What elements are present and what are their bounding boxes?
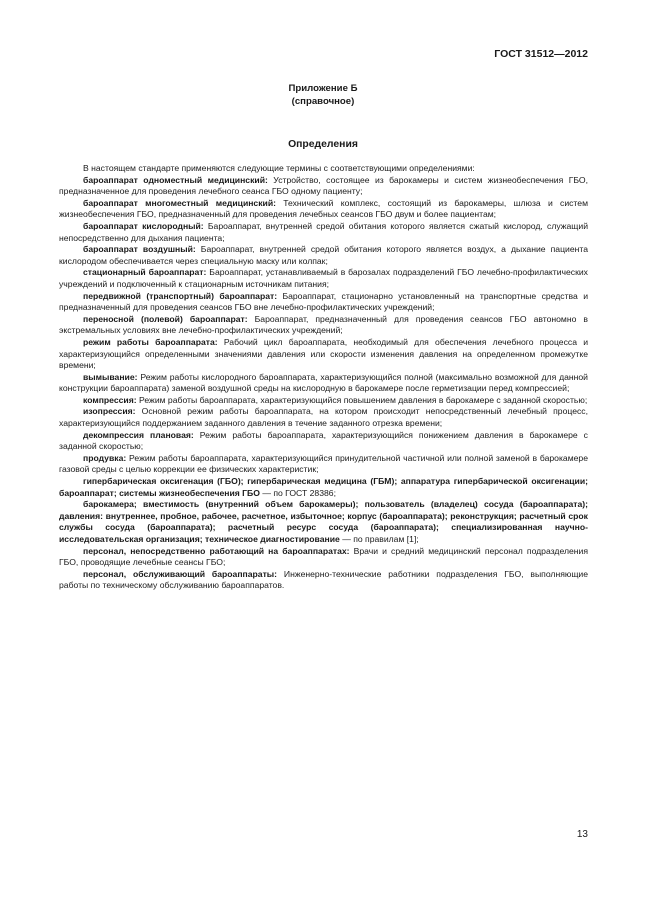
definition-term: изопрессия: bbox=[83, 406, 136, 417]
definition-term: продувка: bbox=[83, 452, 127, 463]
standard-number: ГОСТ 31512—2012 bbox=[494, 48, 588, 60]
definition-text: Режим работы бароаппарата, характеризующийся принудительной частичной или полной заменой в барокамере газовой среды с целью коррекции ее физических характеристик; bbox=[59, 452, 588, 475]
definition-text: — по ГОСТ 28386; bbox=[259, 487, 336, 498]
definition-term: барокамера; вместимость (внутренний объем барокамеры); пользователь (владелец) сосуда (бароаппарата); давления: внутреннее, пробное, рабочее, расчетное, избыточное; корпус (бароаппарата); реконструкция; расчетный срок службы сосуда (бароаппарата); расчетный ресурс сосуда (бароаппарата); специализированная научно-исследовательская организация; техническое диагностирование bbox=[59, 499, 588, 544]
definition-term: декомпрессия плановая: bbox=[83, 429, 194, 440]
intro-paragraph: В настоящем стандарте применяются следующие термины с соответствующими определениями: bbox=[83, 163, 475, 173]
definition-text: Бароаппарат, внутренней средой обитания которого является сжатый кислород, служащий непосредственно для дыхания пациента; bbox=[59, 220, 588, 243]
definition-term: вымывание: bbox=[83, 371, 138, 382]
definition-text: Бароаппарат, предназначенный для проведения сеансов ГБО автономно в экстремальных условиях вне лечебно-профилактических учреждений; bbox=[59, 313, 589, 336]
definition-term: переносной (полевой) бароаппарат: bbox=[83, 313, 248, 324]
appendix-label: Приложение Б bbox=[288, 83, 358, 94]
definition-text: Режим работы кислородного бароаппарата, характеризующийся полной (максимально возможной для данной конструкции бароаппарата) заменой воздушной среды на кислородную в барокамере после герметизации перед компрессией; bbox=[59, 371, 588, 394]
definition-term: персонал, непосредственно работающий на бароаппаратах: bbox=[83, 545, 350, 556]
definition-text: Технический комплекс, состоящий из барокамеры, шлюза и систем жизнеобеспечения ГБО, предназначенный для проведения лечебных сеансов ГБО двум и более пациентам; bbox=[59, 197, 588, 220]
definition-text: Устройство, состоящее из барокамеры и систем жизнеобеспечения ГБО, предназначенное для проведения лечебного сеанса ГБО одному пациенту; bbox=[59, 174, 588, 197]
definition-item bbox=[59, 569, 588, 592]
definition-text: Режим работы бароаппарата, характеризующийся понижением давления в барокамере с заданной скоростью; bbox=[59, 429, 588, 452]
definition-item bbox=[59, 244, 588, 267]
definition-text: Рабочий цикл бароаппарата, необходимый для обеспечения лечебного процесса и характеризующийся определенными значениями давления или скорости изменения давления на определенном промежутке времени; bbox=[59, 336, 589, 371]
definition-term: режим работы бароаппарата: bbox=[83, 336, 218, 347]
definition-item bbox=[59, 406, 588, 429]
definitions-body bbox=[59, 163, 588, 592]
definition-text: — по правилам [1]; bbox=[339, 534, 419, 544]
definition-item bbox=[59, 314, 588, 337]
definition-item bbox=[59, 372, 588, 395]
definition-item bbox=[59, 499, 588, 545]
definition-text: Бароаппарат, стационарно установленный на транспортные средства и предназначенный для проведения сеансов ГБО вне лечебно-профилактических учреждений; bbox=[59, 290, 588, 313]
appendix-heading bbox=[0, 83, 646, 108]
definition-term: персонал, обслуживающий бароаппараты: bbox=[83, 568, 278, 579]
definition-term: гипербарическая оксигенация (ГБО); гипербарическая медицина (ГБМ); аппаратура гипербарической оксигенации; бароаппарат; системы жизнеобеспечения ГБО bbox=[59, 476, 588, 498]
definition-item bbox=[59, 175, 588, 198]
page-number: 13 bbox=[576, 829, 588, 840]
definition-term: бароаппарат воздушный: bbox=[83, 244, 196, 255]
definition-item bbox=[59, 430, 588, 453]
definition-term: компрессия: bbox=[83, 394, 137, 405]
definition-item bbox=[59, 546, 588, 569]
appendix-type: (справочное) bbox=[291, 95, 355, 107]
definition-item bbox=[59, 337, 588, 372]
definition-item bbox=[59, 395, 588, 407]
definition-item bbox=[59, 453, 588, 476]
definition-term: бароаппарат одноместный медицинский: bbox=[83, 174, 268, 185]
definition-term: передвижной (транспортный) бароаппарат: bbox=[83, 290, 278, 301]
definition-item bbox=[59, 221, 588, 244]
definition-text: Инженерно-технические работники подразделения ГБО, выполняющие работы по техническому обслуживанию бароаппаратов. bbox=[59, 568, 589, 591]
definition-term: бароаппарат многоместный медицинский: bbox=[83, 197, 276, 208]
definition-text: Врачи и средний медицинский персонал подразделения ГБО, проводящие лечебные сеансы ГБО; bbox=[59, 545, 588, 568]
definition-item bbox=[59, 267, 588, 290]
definition-item bbox=[59, 476, 588, 499]
definition-text: Основной режим работы бароаппарата, на котором происходит непосредственный лечебный процесс, характеризующийся поддержанием заданного давления в течение заданного отрезка времени; bbox=[59, 406, 588, 429]
definition-term: стационарный бароаппарат: bbox=[83, 267, 207, 278]
section-title: Определения bbox=[288, 139, 358, 150]
definition-item bbox=[59, 291, 588, 314]
definition-text: Режим работы бароаппарата, характеризующийся повышением давления в барокамере с заданной скоростью; bbox=[136, 394, 588, 405]
definition-text: Бароаппарат, устанавливаемый в барозалах подразделений ГБО лечебно-профилактических учреждений и подключенный к стационарным источникам питания; bbox=[59, 267, 588, 289]
definition-item bbox=[59, 198, 588, 221]
definition-text: Бароаппарат, внутренней средой обитания которого является воздух, а дыхание пациента кислородом обеспечивается через специальную маску или колпак; bbox=[59, 244, 588, 266]
definition-term: бароаппарат кислородный: bbox=[83, 220, 204, 231]
